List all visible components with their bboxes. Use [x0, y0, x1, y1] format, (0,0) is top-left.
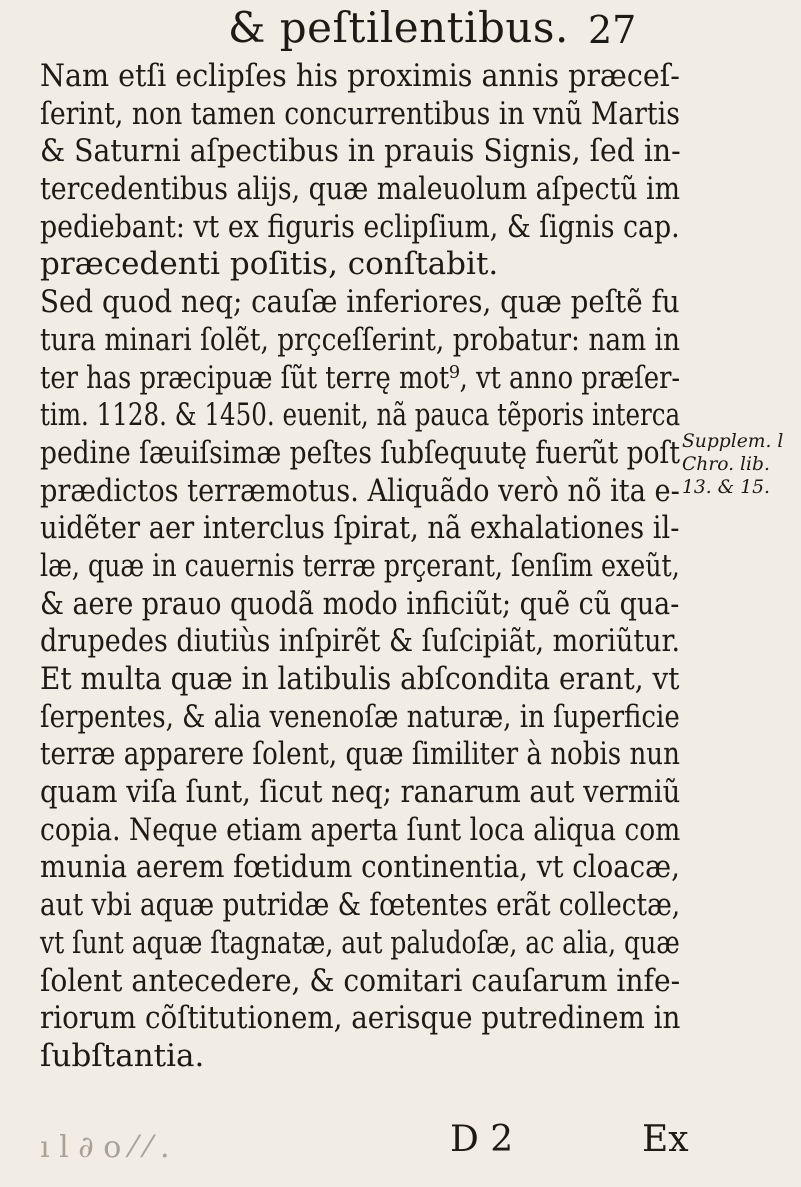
marginal-note-line: 13. & 15. — [682, 476, 770, 498]
text-line: ſubſtantia. — [40, 1037, 205, 1074]
page-number: 27 — [588, 8, 637, 52]
text-line: munia aerem fœtidum continentia, vt cloacæ, — [40, 849, 680, 886]
text-line: tura minari ſolẽt, prçceſſerint, probatur: nam in — [40, 321, 680, 358]
text-line: pediebant: vt ex figuris eclipſium, & ſignis cap. — [40, 208, 680, 245]
text-line: aut vbi aquæ putridæ & fœtentes erãt collectæ, — [40, 887, 681, 924]
text-line: Sed quod neq; cauſæ inferiores, quæ peſtẽ fu — [40, 284, 680, 321]
signature-mark: D 2 — [450, 1119, 514, 1160]
main-text-block — [40, 58, 680, 1076]
text-line: uidẽter aer interclus ſpirat, nã exhalationes il- — [40, 510, 680, 547]
text-line: ter has præcipuæ ſũt terrę mot⁹, vt anno præſer- — [40, 359, 681, 396]
text-line: tercedentibus alijs, quæ maleuolum aſpectũ im — [40, 171, 681, 208]
text-line: Nam etſi eclipſes his proximis annis præceſ- — [40, 58, 680, 94]
marginal-note-line: Supplem. l — [682, 430, 784, 452]
running-title: & peſtilentibus. — [228, 3, 569, 52]
text-line: & Saturni aſpectibus in prauis Signis, ſed in- — [40, 133, 681, 170]
marginal-note-line: Chro. lib. — [682, 453, 770, 475]
text-line: drupedes diutiùs inſpirẽt & ſuſcipiãt, moriũtur. — [40, 623, 681, 660]
catchword: Ex — [642, 1119, 689, 1160]
text-line: copia. Neque etiam aperta ſunt loca aliqua com — [40, 811, 681, 848]
marginal-note — [682, 430, 800, 499]
text-line: riorum cõſtitutionem, aerisque putredinem in — [40, 1000, 681, 1037]
text-line: læ, quæ in cauernis terræ prçerant, ſenſim exeũt, — [40, 547, 680, 584]
text-line: vt ſunt aquæ ſtagnatæ, aut paludoſæ, ac alia, quæ — [40, 924, 680, 961]
text-line: pedine ſæuiſsimæ peſtes ſubſequutę fuerũt poſt — [40, 434, 680, 471]
text-line: tim. 1128. & 1450. euenit, nã pauca tẽporis interca — [40, 397, 681, 434]
text-line: prædictos terræmotus. Aliquãdo verò nõ ita e- — [40, 472, 680, 509]
text-line: ſerint, non tamen concurrentibus in vnũ Martis — [40, 95, 680, 132]
text-line: præcedenti poſitis, conſtabit. — [40, 246, 499, 283]
running-header — [178, 2, 698, 58]
text-line: Et multa quæ in latibulis abſcondita erant, vt — [40, 661, 680, 697]
text-line: ſerpentes, & alia venenoſæ naturæ, in ſuperficie — [40, 698, 680, 735]
text-line: ſolent antecedere, & comitari cauſarum infe- — [40, 962, 681, 999]
text-line: & aere prauo quodã modo inficiũt; quẽ cũ qua- — [40, 585, 680, 622]
text-line: quam viſa ſunt, ſicut neq; ranarum aut vermiũ — [40, 774, 681, 811]
faded-marks: ı l ∂ o ⁄ ⁄ . — [40, 1130, 170, 1165]
text-line: terræ apparere ſolent, quæ ſimiliter à nobis nun — [40, 736, 680, 773]
page-footer — [40, 1118, 760, 1168]
